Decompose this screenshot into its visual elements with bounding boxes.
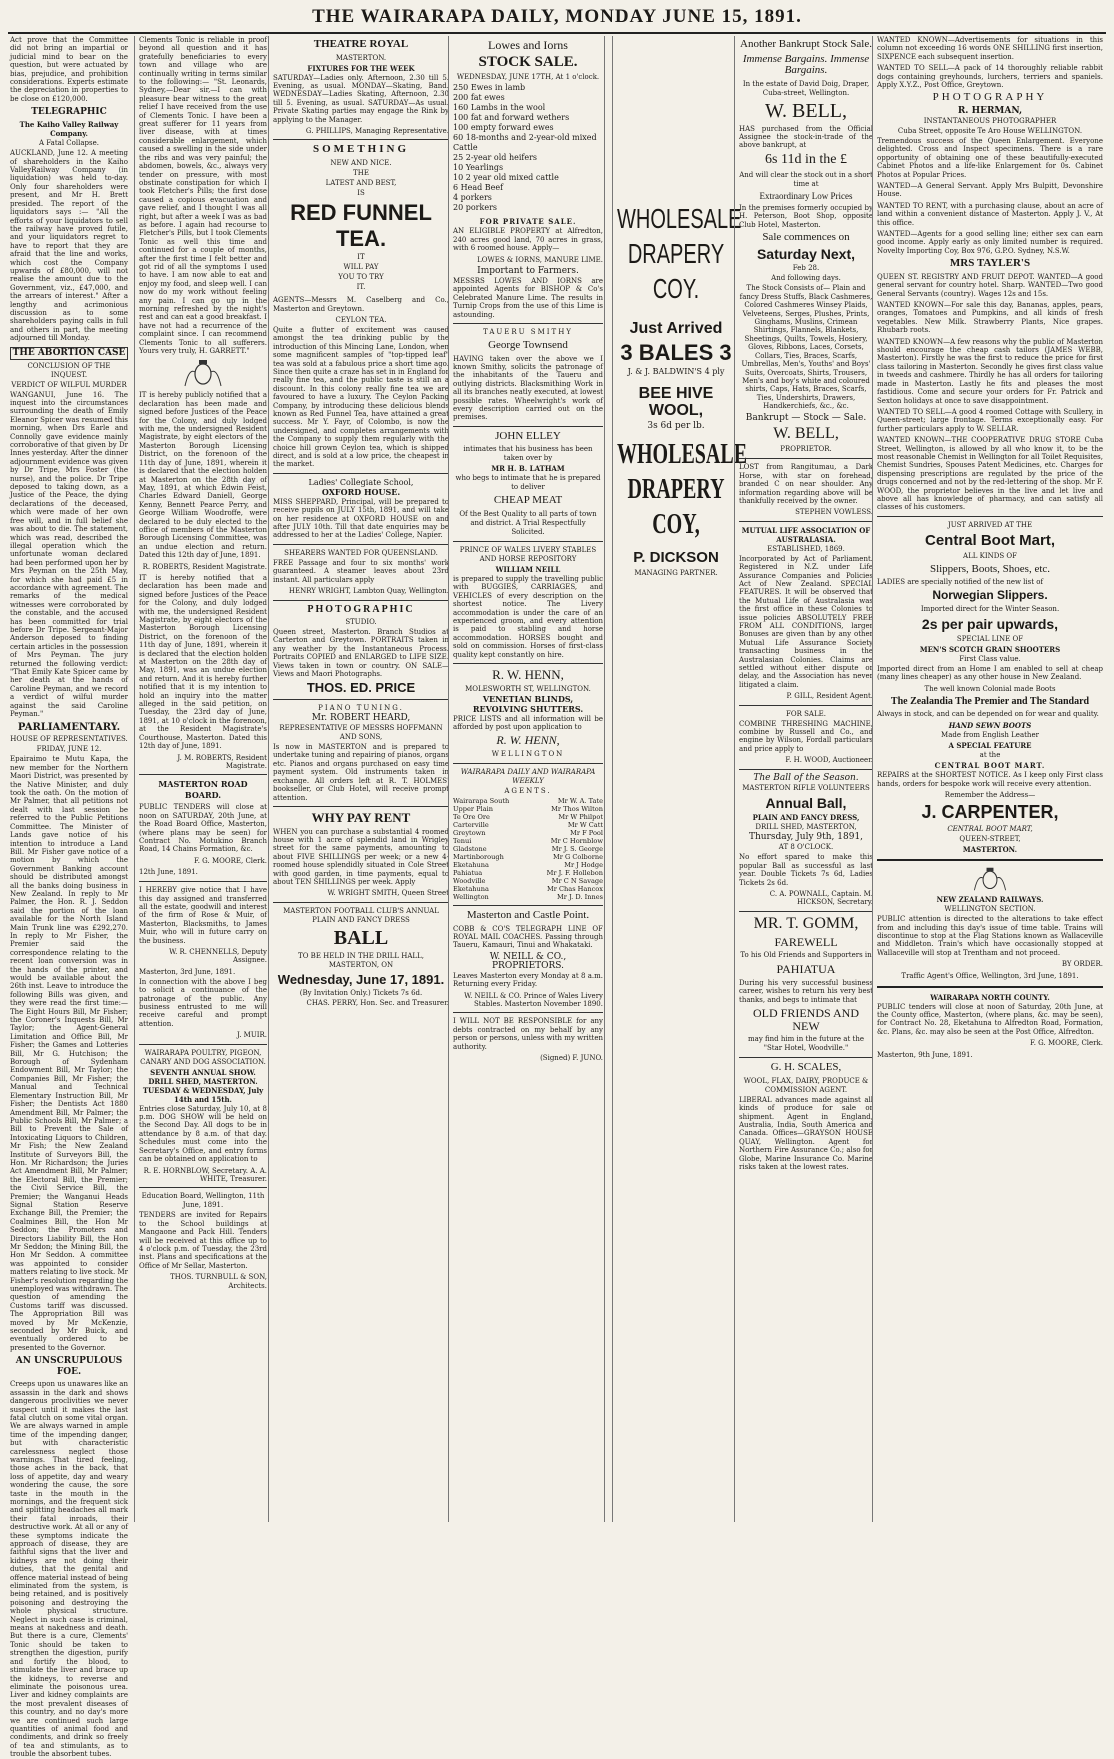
- classified-text: WANTED—Agents for a good selling line; either sex can earn good income. Apply early as only limited number is required. Novelty Importing Coy, Box 976, G.P.O. Sydney, N.S.W.: [877, 230, 1103, 255]
- subheading-bankrupt: Bankrupt — Stock — Sale.: [745, 412, 867, 423]
- ad-line: ESTABLISHED, 1869.: [767, 544, 845, 553]
- ad-line: WEDNESDAY, JUNE 17TH, At 1 o'clock.: [456, 73, 600, 82]
- subheading-latham: MR H. B. LATHAM: [491, 464, 565, 474]
- ad-line: IT.: [356, 283, 366, 292]
- stock-item: 60 18-months and 2-year-old mixed Cattle: [453, 133, 597, 153]
- subheading-fatal: A Fatal Collapse.: [39, 139, 99, 148]
- subheading-neill: WILLIAM NEILL: [495, 564, 561, 574]
- stock-item: 100 fat and forward wethers: [453, 113, 570, 123]
- heading-george: George Townsend: [488, 339, 568, 351]
- ad-line: YOU TO TRY: [338, 273, 384, 282]
- ad-line: Traffic Agent's Office, Wellington, 3rd June, 1891.: [901, 971, 1079, 980]
- ad-line: SPECIAL LINE OF: [956, 634, 1024, 643]
- date-line: Masterton, 9th June, 1891.: [877, 1050, 973, 1059]
- classified-text: LADIES are specially notified of the new list of: [877, 578, 1044, 587]
- agent-row: Martinborough Mr G Colborne: [453, 853, 603, 861]
- signature: F. H. WOOD, Auctioneer.: [785, 756, 873, 765]
- ad-text: LIBERAL advances made against all kinds of produce for sale or shipment. Agent in England, Australia, India, South America and Canada. Offices—GRAYSON HOUSE QUAY, Wellington. Agent for Northern Fire Assurance Co.; also for Globe, Marine Insurance Co. Marine risks taken at the lowest rates.: [739, 1095, 873, 1172]
- subheading-volunteers: MASTERTON RIFLE VOLUNTEERS: [742, 783, 870, 792]
- signature: CHAS. PERRY, Hon. Sec. and Treasurer.: [306, 999, 449, 1008]
- notice-text: IT is hereby publicly notified that a declaration has been made and signed before Justices of the Peace for the Colony, and duly lodged with me, the undersigned Resident Magistrate, by eight electors of the Masterton Borough Licensing District, on the forenoon of the 11th day of June, 1891, wherein it is declared that the election holden at Masterton on the 28th day of May, 1891, at which Edwin Feist, Charles Edward Daniell, George Kenny, Bennett Pearce Perry, and George William Woodroffe, were declared to be duly elected to the office of members of the Masterton Borough Licensing Committee, was an undue election and return. Dated this 12th day of June, 1891.: [139, 391, 267, 560]
- subheading-heard: Mr. ROBERT HEARD,: [311, 713, 411, 724]
- ad-line: intimates that his business has been taken over by: [463, 445, 593, 463]
- article-text: Epairaimo te Mutu Kapa, the new member for the Northern Maori District, was presented by the Native Minister, and duly took the oath. On the motion of Mr Palmer, that all petitions not dealt with last session be referred to the Public Petitions Committee. The Minister of Lands gave notice of his intention to introduce a Land Bill. Mr Fisher gave notice of a motion by which the Government Banking account should be distributed amongst all the banks doing business in New Zealand. In reply to Mr Palmer, the Hon. R. J. Seddon said the portion of the loan available for the North Island Main Trunk line was £292,270. In reply to Mr Fisher, the Premier said the correspondence relating to the recent loan conversion was in the hands of the printer, and would be available about the 26th inst. Leave to introduce the following Bills was given, and they were read the first time:—The Eight Hours Bill, Mr Fisher; the Coroner's Inquests Bill, Mr Taylor; the Agent-General Limitation and Office Bill, Mr Fisher; the Games and Lotteries Bill, Mr G. Hutchison; the Borough of Sydenham Endowment Bill, Mr Taylor; the Companies Bill, Mr Fisher; the Manual and Technical Elementary Instruction Bill, Mr Fisher; the Dentists Act 1880 Amendment Bill, Mr Palmer; the Public Schools Bill, Mr Palmer; a Bill to Prevent the Sale of Intoxicating Liquors to Children, Mr Fish; the New Zealand Institute of Surveyors Bill, the Hon. Mr Richardson; the Juries Act Amendment Bill, Mr Palmer; the Electoral Bill, the Premier; the Civil Service Bill, the Premier; the Wanganui Heads Signal Station Reserve Exchange Bill, the Premier; the Coalmines Bill, the Hon Mr Seddon; the Promoters and Directors Liability Bill, the Hon Mr Seddon; the Mining Bill, the Hon Mr Seddon. A committee was appointed to consider matters relating to live stock. Mr Fisher's resolution regarding the unemployed was withdrawn. The question of amending the Customs tariff was discussed. The Appropriation Bill was moved by Mr McKenzie, seconded by Mr Buick, and eventually ordered to be presented to the Governor.: [10, 755, 128, 1352]
- agent-row: Pahiatua Mr J. F. Hollebon: [453, 869, 603, 877]
- stock-item: 6 Head Beef: [453, 183, 504, 193]
- heading-zealandia: The Zealandia The Premier and The Standard: [890, 695, 1090, 707]
- ad-line: (By Invitation Only.) Tickets 7s 6d.: [299, 989, 423, 998]
- heading-beehive: BEE HIVE WOOL,: [638, 384, 714, 419]
- ad-line: Of the Best Quality to all parts of town and district. A Trial Respectfully Solicited.: [459, 509, 597, 536]
- subheading-private: FOR PRIVATE SALE.: [479, 217, 577, 227]
- classified-text: WANTED KNOWN—For sale this day, Bananas, apples, pears, oranges, Tomatoes and Pumpkins, and all kinds of fresh vegetables. New Milk. Strawberry Plants, Nice grapes. Rhubarb roots.: [877, 301, 1103, 335]
- subheading-inquest: CONCLUSION OF THE INQUEST.: [27, 361, 111, 379]
- column-3: [268, 36, 453, 1522]
- signature: W. R. CHENNELLS, Deputy Assignee.: [169, 948, 267, 965]
- classified-text: WANTED KNOWN—THE COOPERATIVE DRUG STORE Cuba Street, Wellington, is allowed by all who know it, to be the most reasonable Chemist in Wellington for all Toilet Requisites, Chemist Sundries, Spouses Patent Medicines, etc. Charges for dispensing prescriptions are regulated by the price of the drugs concerned and not by the red-lettering of the shop. Mr F. WOOD, the proprietor believes in the live and let live and above all has knowledge of pharmacy, and can satisfy all classes of his customers.: [877, 436, 1103, 512]
- ad-line: MASTERTON.: [962, 845, 1018, 855]
- subheading-show2: SEVENTH ANNUAL SHOW. DRILL SHED, MASTERTON. TUESDAY & WEDNESDAY, July 14th and 15th.: [142, 1067, 264, 1104]
- heading-drapery2: DRAPERY: [627, 474, 725, 506]
- agent-row: Tenui Mr C Hornblow: [453, 837, 603, 845]
- heading-theatre: THEATRE ROYAL: [313, 38, 409, 50]
- classified-text: WANTED KNOWN—A few reasons why the public of Masterton should encourage the cheap cash tailors (JAMES WEBB, Masterton). Firstly he was the first to reduce the price for first class tailoring in Masterton. Secondly he gives first class value in tweeds and cashmere. Thirdly he has all orders for tailoring made in Masterton. Lastly he fits and pleases the most fastidious. Come and secure your orders for Fr. Patrick and Sexton holidays at once to save disappointment.: [877, 337, 1103, 405]
- subheading-nzr: NEW ZEALAND RAILWAYS.: [936, 895, 1044, 905]
- subheading-wneill: W. NEILL & CO., PROPRIETORS.: [489, 951, 567, 971]
- heading-old-friends: OLD FRIENDS AND NEW: [752, 1006, 859, 1033]
- royal-coat-of-arms-icon: [180, 358, 226, 388]
- ad-line: may find him in the future at the "Star Hotel, Woodville.": [748, 1035, 864, 1053]
- column-1: [10, 36, 132, 1759]
- stock-item: 10 Yearlings: [453, 163, 504, 173]
- heading-rent: WHY PAY RENT: [311, 809, 411, 825]
- signature: BY ORDER.: [1061, 960, 1103, 969]
- signature: J. M. ROBERTS, Resident Magistrate.: [177, 753, 267, 770]
- ad-line: J. & J. BALDWIN'S 4 ply: [627, 366, 725, 376]
- heading-abortion: THE ABORTION CASE: [10, 347, 128, 360]
- signature: THOS. TURNBULL & SON, Architects.: [170, 1273, 267, 1290]
- heading-red-funnel: RED FUNNEL: [290, 199, 432, 225]
- heading-farewell: FAREWELL: [774, 934, 838, 949]
- heading-saturday: Saturday Next,: [756, 245, 856, 262]
- ad-line: THE: [353, 168, 369, 177]
- ad-line: MANAGING PARTNER.: [634, 569, 718, 578]
- ad-text: PRICE LISTS and all information will be afforded by post upon application to: [453, 714, 603, 731]
- stock-item: 100 empty forward ewes: [453, 123, 554, 133]
- classified-text: PUBLIC attention is directed to the alterations to take effect from and including this day's issue of time table. Trains will discontinue to stop at the Flag Stations known as Wallaceville and Middleton. Train's which have occasionally stopped at Wallaceville will stop at Trentham and not proceed.: [877, 915, 1103, 957]
- ad-line: Feb 28.: [792, 264, 820, 273]
- subheading-north: WAIRARAPA NORTH COUNTY.: [930, 992, 1050, 1002]
- subheading-football: MASTERTON FOOTBALL CLUB'S ANNUAL PLAIN AND FANCY DRESS: [283, 906, 439, 924]
- subheading-cbm: CENTRAL BOOT MART.: [934, 761, 1046, 771]
- classified-text: QUEEN ST. REGISTRY AND FRUIT DEPOT. WANTED—A good general servant for country hotel. Sharp. WANTED—Two good General Servants (country). Wages 12s and 15s.: [877, 272, 1103, 298]
- classified-text: WANTED KNOWN—Advertisements for situations in this column not exceeding 16 words ONE SHILLING first insertion, SIXPENCE each subsequent insertion.: [877, 36, 1103, 61]
- ad-line: WELLINGTON: [491, 750, 565, 758]
- subheading-house: HOUSE OF REPRESENTATIVES.: [10, 735, 128, 744]
- ad-line: QUEEN-STREET,: [959, 835, 1021, 844]
- heading-elley: JOHN ELLEY: [495, 429, 561, 442]
- stock-item: 4 porkers: [453, 193, 492, 203]
- subheading-revolving: REVOLVING SHUTTERS.: [472, 703, 584, 714]
- stock-item: 250 Ewes in lamb: [453, 83, 526, 93]
- article-text: WANGANUI, June 16. The inquest into the circumstances surrounding the death of Emily Eleanor Spicer was resumed this morning, when Drs Earle and Connolly gave evidence mainly corroborative of that given by Dr Innes yesterday. After the dinner adjournment evidence was given by Dr Tripe, Mrs Foster (the nurse), and the police. Dr Tripe deposed to taking down, as a Justice of the Peace, the dying declarations of the deceased, which were made of her own free will, and in full belief she was about to die. The statement, which was read, described the illegal operation which the unfortunate woman declared had been performed upon her by Mrs Peyman on the 25th May, for which she had paid £5 in accordance with agreement. The remarks of the medical witnesses were corroborated by the constable, and the accused has been committed for trial before Dr Tripe. Sergeant-Major Anderson deposed to finding certain articles in the possession of Mrs Peyman. The jury returned the following verdict: "That Emily Kate Spicer came by her death at the hands of Caroline Peyman, and we record a verdict of wilful murder against the said Caroline Peyman.": [10, 390, 128, 719]
- stock-item: 160 Lambs in the wool: [453, 103, 546, 113]
- ad-text: HAS purchased from the Official Assignee the stock-in-trade of the above bankrupt, at: [739, 124, 873, 150]
- stock-item: 200 fat ewes: [453, 93, 505, 103]
- ad-line: MOLESWORTH ST, WELLINGTON.: [465, 684, 591, 693]
- heading-another: Another Bankrupt Stock Sale.: [740, 38, 872, 50]
- heading-coy: COY.: [652, 274, 700, 306]
- subheading-rep: REPRESENTATIVE OF MESSRS HOFFMANN AND SONS,: [279, 724, 443, 742]
- ad-text: COMBINE THRESHING MACHINE, combine by Russell and Co., and engine by Wilson, Fordall particulars and price apply to: [739, 719, 873, 753]
- subheading-verdict: VERDICT OF WILFUL MURDER: [11, 380, 127, 389]
- subheading-ball-season: The Ball of the Season.: [753, 772, 859, 783]
- subheading-herman: R. HERMAN,: [957, 105, 1023, 116]
- ad-line: First Class value.: [959, 654, 1021, 663]
- signature: F. G. MOORE, Clerk.: [193, 856, 267, 865]
- classified-text: Always in stock, and can be depended on for wear and quality.: [877, 710, 1099, 719]
- ad-line: And will clear the stock out in a short time at: [739, 170, 873, 188]
- stock-item: 10 2 year old mixed cattle: [453, 173, 559, 183]
- ad-line: To his Old Friends and Supporters in: [740, 951, 872, 960]
- ad-line: LATEST AND BEST,: [325, 178, 397, 187]
- classified-text: WANTED TO SELL—A good 4 roomed Cottage with Scullery, in Queen-street; large frontage. Terms exceptionally easy. For further particulars apply to W. SELLAR.: [877, 407, 1103, 433]
- subheading-daily: WAIRARAPA DAILY AND WAIRARAPA WEEKLY: [460, 768, 596, 785]
- heading-taylers: MRS TAYLER'S: [949, 257, 1031, 270]
- ad-text: Is now in MASTERTON and is prepared to undertake tuning and repairing of pianos, organs etc. Pianos and organs purchased on easy time payment system. Old instruments taken in exchange. All orders left at R. T. HOLMES' bookseller, or Club Hotel, will receive prompt attention.: [273, 743, 449, 802]
- signature: C. A. POWNALL, Captain. M. HICKSON, Secretary.: [769, 890, 873, 907]
- ad-text: I WILL NOT BE RESPONSIBLE for any debts contracted on my behalf by any person or persons, unless with my written authority.: [453, 1017, 603, 1051]
- subheading-studio: STUDIO.: [345, 618, 377, 626]
- ad-line: PROPRIETOR.: [780, 445, 832, 454]
- ad-text: MISS SHEPPARD, Principal, will be prepared to receive pupils on JULY 15th, 1891, and will take on her residence at OXFORD HOUSE on and after JULY 10th. Till that date enquiries may be addressed to her at the Ladies' College, Napier.: [273, 497, 449, 540]
- ad-line: at the: [979, 751, 1001, 760]
- subheading-college: Ladies' Collegiate School,: [308, 477, 414, 487]
- notice-text: SATURDAY—Ladies only. Afternoon, 2.30 till 5. Evening, as usual. MONDAY—Skating, Band. WEDNESDAY—Ladies Skating, Afternoon, 2.30 till 5. Evening, as usual. SATURDAY—As usual. Private Skating parties may engage the Rink by applying to the Manager.: [273, 73, 449, 124]
- signature: (Signed) F. JUNO.: [540, 1054, 603, 1063]
- signature: W. NEILL & CO. Prince of Wales Livery Stables. Masterton November 1890.: [464, 991, 603, 1008]
- heading-wholesale: WHOLESALE: [617, 204, 742, 236]
- ad-line: WILL PAY: [343, 263, 379, 272]
- subheading-prince: PRINCE OF WALES LIVERY STABLES AND HORSE REPOSITORY: [459, 545, 597, 563]
- classified-text: Imported direct from an Home I am enabled to sell at cheap (many lines cheaper) as any other house in New Zealand.: [877, 664, 1103, 682]
- heading-immense: Immense Bargains. Immense Bargains.: [742, 52, 870, 77]
- subheading-friday: FRIDAY, JUNE 12.: [36, 745, 102, 754]
- notice-text: PUBLIC TENDERS will close at noon on SATURDAY, 20th June, at the Road Board Office, Masterton, (where plans may be seen) for Contract No. Motukino Branch Road, 14 Chains Formation, &c.: [139, 803, 267, 854]
- heading-commences: Sale commences on: [762, 231, 850, 244]
- ad-line: TO BE HELD IN THE DRILL HALL, MASTERTON, ON: [298, 951, 424, 969]
- ad-line: 3s 6d per lb.: [647, 421, 705, 432]
- classified-text: Tremendous success of the Queen Enlargement. Everyone delighted. Cross and Inspect specimens. There is a rare opportunity of obtaining one of these beautifully-executed Cabinet Photos and a life-like Enlargement for 0s. Cabinet Photos at Popular Prices.: [877, 136, 1103, 179]
- date-line: Masterton, 3rd June, 1891.: [139, 967, 236, 976]
- heading-cheap-meat: CHEAP MEAT: [493, 494, 563, 507]
- subheading-farmers: Important to Farmers.: [477, 265, 579, 276]
- subheading: MASTERTON.: [335, 53, 387, 62]
- heading-telegraphic: TELEGRAPHIC: [31, 107, 107, 118]
- classified-text: WANTED TO SELL—A pack of 14 thoroughly reliable rabbit dogs containing greyhounds, lurchers, terriers and spaniels. Apply X.Y.Z., Post Office, Greytown.: [877, 64, 1103, 90]
- ad-text: HAVING taken over the above we I known Smithy, solicits the patronage of the inhabitants of the Taueru and outlying districts. Blacksmithing Work in all its branches neatly executed, at lowest possible rates. Wheelwright's work of every description carried out on the premises.: [453, 354, 603, 422]
- column-6: [734, 36, 877, 1522]
- column-5: [612, 36, 748, 1522]
- ad-line: And following days.: [771, 274, 841, 283]
- notice-text: LOST from Rangitumau, a Dark Horse, with star on forehead, branded C on near shoulder. Any information regarding above will be thankfully received by the owner.: [739, 463, 873, 505]
- heading-low-prices: Extraordinary Low Prices: [759, 190, 853, 201]
- ad-line: DRILL SHED, MASTERTON,: [755, 823, 857, 832]
- heading-bales: 3 BALES 3: [620, 339, 732, 365]
- heading-scales: G. H. SCALES,: [770, 1061, 842, 1074]
- heading-gomm: MR. T. GOMM,: [753, 914, 859, 932]
- subheading-agents: AGENTS.: [504, 787, 552, 795]
- date-line: 12th June, 1891.: [139, 868, 198, 877]
- agent-row: Gladstone Mr J. S. George: [453, 845, 603, 853]
- agents-list: [453, 797, 603, 901]
- heading-coy2: COY,: [652, 509, 700, 541]
- heading-price: 6s 11d in the £: [765, 151, 847, 167]
- subheading-blinds: VENETIAN BLINDS,: [482, 693, 574, 704]
- notice-text: I HEREBY give notice that I have this day assigned and transferred all the estate, goodwill and interest of the firm of Rose & Muir, of Masterton, Blacksmiths, to James Muir, who will in future carry on the business.: [139, 886, 267, 945]
- signature: STEPHEN VOWLESS.: [795, 508, 873, 517]
- agent-row: Woodville Mr C N Savage: [453, 877, 603, 885]
- signature: J. MUIR.: [236, 1031, 267, 1040]
- article-text: Act prove that the Committee did not bring an impartial or judicial mind to bear on the question, but were actuated by bias, prejudice, and prohibition considerations. Experts estimate the depreciation in properties to be close on £120,000.: [10, 36, 128, 103]
- subheading-tauteru: TAUERU SMITHY: [483, 328, 573, 336]
- ad-text: WHEN you can purchase a substantial 4 roomed house with 1 acre of splendid land in Wrigley street for the same payments, amounting to about FIVE SHILLINGS per week; or a new 4-roomed house splendidly situated in Cole Street with good garden, in time payments, equal to about TEN SHILLINGS per week. Apply: [273, 827, 449, 886]
- subheading-ceylon: CEYLON TEA.: [335, 315, 387, 324]
- column-4a: [448, 36, 607, 1522]
- agent-row: Carterville Mr W Catt: [453, 821, 603, 829]
- ad-line: IS: [357, 188, 365, 197]
- ad-line: In the estate of David Doig, Draper, Cuba-street, Wellington.: [742, 79, 870, 97]
- ad-line: IT: [357, 253, 365, 262]
- masthead: [8, 2, 1106, 34]
- heading-norwegian: Norwegian Slippers.: [932, 588, 1048, 603]
- column-7: [872, 36, 1107, 1522]
- heading-carpenter: J. CARPENTER,: [921, 802, 1059, 823]
- classified-text: PUBLIC tenders will close at noon of Saturday, 20th June, at the County office, Masterton, (where plans, &c. may be seen), for Contract No. 28, Eketahuna to Alfredton Road, Formation, &c. Plans, &c. may also be seen at the Post Office, Alfredton.: [877, 1002, 1103, 1036]
- heading-pahiatua: PAHIATUA: [776, 962, 836, 977]
- ad-text: The Stock Consists of— Plain and fancy Dress Stuffs, Black Cashmeres, Colored Cashmeres Winsey Plaids, Velveteens, Serges, Plushes, Prints, Ginghams, Muslins, Crimean Shirtings, Flannels, Blankets, Sheetings, Quilts, Towels, Hosiery, Gloves, Ribbons, Laces, Corsets, Collars, Ties, Braces, Scarfs, Umbrellas, Men's, Youths' and Boys' Suits, Overcoats, Shirts, Trousers, Men's and boy's white and coloured shirts, Caps, Hats, Braces, Scarfs, Ties, Undershirts, Drawers, Handkerchiefs, &c., &c.: [739, 284, 873, 411]
- signature: R. ROBERTS, Resident Magistrate.: [142, 562, 267, 571]
- ad-line: ALL KINDS OF: [963, 551, 1017, 560]
- heading-stock-sale: STOCK SALE.: [478, 53, 578, 70]
- heading-slippers: Slippers, Boots, Shoes, etc.: [929, 562, 1051, 575]
- agent-row: Eketahuna Mr J Hodge: [453, 861, 603, 869]
- heading-henn2: R. W. HENN,: [496, 733, 560, 748]
- classified-text: WANTED TO RENT, with a purchasing clause, about an acre of land within a convenient distance of Masterton. Apply J. V., At this office.: [877, 201, 1103, 227]
- subheading-thursday: Thursday, July 9th, 1891,: [748, 832, 864, 843]
- subheading-shearers: SHEARERS WANTED FOR QUEENSLAND.: [284, 548, 438, 557]
- ad-text: Queen street, Masterton. Branch Studios at Carterton and Greytown. PORTRAITS taken in any weather by the Instantaneous Process. Portraits COPIED and ENLARGED to LIFE SIZE. Views taken in town or country. ON SALE—Views and Maori Photographs.: [273, 628, 449, 679]
- subheading-wellsec: WELLINGTON SECTION.: [944, 905, 1036, 914]
- heading-ball-date: Wednesday, June 17, 1891.: [277, 971, 445, 987]
- ad-text: In the premises formerly occupied by H. Peterson, Boot Shop, opposite Club Hotel, Masterton.: [739, 203, 873, 229]
- heading-bell: W. BELL,: [764, 99, 848, 122]
- heading-lowes: Lowes and Iorns: [488, 38, 568, 52]
- ad-text: Incorporated by Act of Parliament. Registered in N.Z. under Life Assurance Companies and Policies Act of New Zealand. SPECIAL FEATURES. It will be observed that the Mutual Life of Australasia was the first office in these Colonies to issue policies ABSOLUTELY FREE FROM ALL CONDITIONS, larger Bonuses are given than by any other Mutual Life Assurance Society transacting business in the Australasian Colonies. Claims are settled without either dispute or delay, and the Association has never litigated a claim.: [739, 554, 873, 689]
- ad-line: Imported direct for the Winter Season.: [920, 605, 1060, 614]
- subheading-mens: MEN'S SCOTCH GRAIN SHOOTERS: [919, 644, 1061, 654]
- article-text: Clements Tonic is reliable in proof beyond all question and it has gratefully beneficiaries to every town and village who are continually writing in terms similar to the following:— "St. Leonards, Sydney,—Dear sir,—I can with pleasure bear witness to the great relief I have received from the use of Clements Tonic. I have been a great sufferer for 11 years from liver disease, with at times considerable enlargement, which caused a swelling in the side under the ribs and was very painful; the abdomen, bowels, &c., always very tender on pressure, with most obstinate constipation for which I took Fletcher's Pills; the first dose caused a copious evacuation and gave relief, and I thought I was all right, but after a week I was as bad as before. I again had recourse to Fletcher's Pills, but I took Clements Tonic as well this time and continued for a couple of months, after the first time I felt better and got rid of all the symptoms I used to have. I am now able to eat and enjoy my food, and sleep well. I can now do my work without feeling any pain. I can go up in the morning refreshed by the night's rest and can eat a good breakfast. I have not had a recurrence of the complaint since. I can recommend Clements Tonic to all sufferers. Yours very truly, H. GARRETT.": [139, 36, 267, 356]
- signature: G. PHILLIPS, Managing Representative.: [305, 126, 449, 135]
- column-4b: [604, 36, 605, 1522]
- heading-foe: AN UNSCRUPULOUS FOE.: [15, 1356, 123, 1378]
- stock-list: [453, 83, 603, 213]
- ad-line: Remember the Address—: [944, 791, 1036, 800]
- signature: LOWES & IORNS, MANURE LIME.: [477, 255, 603, 264]
- agent-row: Eketahuna Mr Chas Hancox: [453, 885, 603, 893]
- subheading-special: A SPECIAL FEATURE: [948, 741, 1032, 751]
- agent-row: Wairarapa South Mr W. A. Tate: [453, 797, 603, 805]
- heading-photographic: PHOTOGRAPHIC: [307, 603, 415, 615]
- signature: HENRY WRIGHT, Lambton Quay, Wellington.: [288, 587, 449, 596]
- heading-just-arrived: Just Arrived: [629, 320, 723, 337]
- ad-line: who begs to intimate that he is prepared to deliver: [455, 474, 601, 492]
- article-text: Creeps upon us unawares like an assassin in the dark and shows dangerous proclivities we never suspect until it makes the last fatal clutch on some vital organ. We are always warned in ample time of the impending danger, but with characteristic carelessness neglect those warnings. That tired feeling, those aches in the back, that loss of appetite, day and weary wondering the cause, the sore taste in the mouth in the mornings, and the frequent sick and splitting headaches all mark their fatal inroads, their destructive work. At all or any of these symptoms indicate the approach of disease, they are faithful signs that the liver and kidneys are not doing their duties, that the genital and offence material instead of being eliminated from the system, is being retained, and is positively poisoning and destroying the whole physical structure. Neglect in such case is criminal, means at nakedness and death. But there is a cure, Clements' Tonic should be taken to strengthen the digestion, purify and fortify the blood, to stimulate the liver and brace up the kidneys, to reverse and eliminate the poisonous urea. Liver and kidney complaints are the most prevalent diseases of this country, and no day's more we are continued such large quantities of animal food and condiments, and drink so freely of tea and stimulants, as to trouble the absorbent tubes.: [10, 1380, 128, 1759]
- signature: W. WRIGHT SMITH, Queen Street: [327, 889, 449, 898]
- ad-line: NEW AND NICE.: [330, 158, 392, 167]
- heading-something: SOMETHING: [312, 143, 410, 156]
- agent-row: Te Ore Ore Mr W Philpot: [453, 813, 603, 821]
- notice-text: IT is hereby notified that a declaration has been made and signed before Justices of the Peace for the Colony, and duly lodged with me, the undersigned Resident Magistrate, by eight electors of the Masterton Borough Licensing District, on the forenoon of the 11th day of June, 1891, wherein it is declared that the election holden at Masterton on the 28th day of May, 1891, was an undue election and return. And it is hereby further notified that it is my intention to hold an inquiry into the matter alleged in the said petition, on Tuesday, the 23rd day of June, 1891, at 10 o'clock in the forenoon, at the Resident Magistrate's Courthouse, Masterton. Dated this 12th day of June, 1891.: [139, 573, 267, 751]
- stock-item: 25 2-year old heifers: [453, 153, 538, 163]
- agent-row: Wellington Mr J. D. Innes: [453, 893, 603, 901]
- ad-text: is prepared to supply the travelling public with BUGGIES, CARRIAGES, and VEHICLES of every description on the shortest notice. The Livery accommodation is under the care of an experienced groom, and every attention is paid to stabling and horse accommodation. HORSES bought and sold on commission. Horses of first-class quality kept constantly on hire.: [453, 574, 603, 659]
- ad-line: The well known Colonial made Boots: [924, 684, 1056, 693]
- ad-text: Leaves Masterton every Monday at 8 a.m. Returning every Friday.: [453, 971, 603, 989]
- ad-text: MESSRS LOWES AND IORNS are appointed Agents for BISHOP & Co's Celebrated Manure Lime. The results in Turnip Crops from the use of this Lime is astounding.: [453, 276, 603, 319]
- ad-text: No effort spared to make this popular Ball as successful as last year. Double Tickets 7s 6d, Ladies Tickets 2s 6d.: [739, 853, 873, 887]
- heading-parliamentary: PARLIAMENTARY.: [17, 722, 121, 734]
- ad-line: JUST ARRIVED AT THE: [947, 520, 1033, 529]
- subheading-for-sale: FOR SALE.: [786, 709, 826, 718]
- subheading-sewn: HAND SEWN BOOTS: [948, 721, 1032, 731]
- subheading-oxford: OXFORD HOUSE.: [321, 486, 401, 497]
- heading-ball: BALL: [333, 926, 389, 949]
- agent-row: Upper Plain Mr Thos Wilton: [453, 805, 603, 813]
- ad-text: COBB & CO'S TELEGRAPH LINE OF ROYAL MAIL COACHES. Passing through Taueru, Kamauri, Tinui and Whakataki.: [453, 924, 603, 950]
- subheading-education: Education Board, Wellington, 11th June, 1891.: [141, 1192, 265, 1210]
- subheading-piano: PIANO TUNING.: [318, 704, 404, 713]
- heading-2s: 2s per pair upwards,: [921, 616, 1059, 633]
- subheading-plain: PLAIN AND FANCY DRESS,: [752, 813, 860, 823]
- ad-text: AGENTS—Messrs M. Caselberg and Co., Masterton and Greytown.: [273, 296, 449, 313]
- heading-tea: TEA.: [335, 226, 387, 252]
- heading-drapery: DRAPERY: [627, 239, 725, 271]
- agent-row: Greytown Mr F Pool: [453, 829, 603, 837]
- royal-coat-of-arms-icon: [970, 866, 1010, 892]
- stock-item: 20 porkers: [453, 203, 497, 213]
- ad-line: Cuba Street, opposite Te Aro House WELLINGTON.: [897, 126, 1083, 135]
- classified-text: WANTED—A General Servant. Apply Mrs Bulpitt, Devonshire House.: [877, 182, 1103, 199]
- classified-text: REPAIRS at the SHORTEST NOTICE. As I keep only First class hands, orders for bespoke work will receive every attention.: [877, 771, 1103, 788]
- heading-bell2: W. BELL,: [773, 424, 839, 442]
- signature: R. E. HORNBLOW, Secretary. A. A. WHITE, Treasurer.: [143, 1166, 267, 1183]
- signature: F. G. MOORE, Clerk.: [1029, 1039, 1103, 1048]
- subheading-mutual: MUTUAL LIFE ASSOCIATION OF AUSTRALASIA.: [741, 525, 871, 544]
- article-text: Quite a flutter of excitement was caused amongst the tea drinking public by the introduction of this Mincing Lane, London, when some magnificent samples of "top-tipped leaf" tea was sold at a fabulous price a short time ago. Since then quite a craze has set in in England for really fine tea, and the public taste is still an a discount. In this colony really fine tea we are favoured to have a luxury. The Ceylon Packing Company, by introducing these delicious blends known as Red Funnel Tea, have attained a great success. Mr Y. Fayr, of Colombo, is now the undersigned, and completes arrangements with the Company to supply them regularly with the choice hill grown Ceylon tea, which is shipped direct, and is sold at a low price, the cheapest in the market.: [273, 325, 449, 469]
- notice-text: TENDERS are invited for Repairs to the School buildings at Mangaone and Pack Hill. Tenders will be received at this office up to 4 o'clock p.m. of Tuesday, the 23rd inst. Plans and specifications at the Office of Mr Sellar, Masterton.: [139, 1211, 267, 1270]
- heading-price: THOS. ED. PRICE: [306, 680, 416, 696]
- masthead-title: THE WAIRARAPA DAILY, MONDAY JUNE 15, 1891.: [312, 6, 802, 27]
- article-text: AUCKLAND, June 12. A meeting of shareholders in the Kaiho ValleyRailway Company (in liquidation) was held to-day. Only four shareholders were present, and Mr H. Brett presided. The report of the liquidators says :— "All the efforts of your liquidators to sell the railway have proved futile, and your liquidators regret to have to report that they are afraid that the line and works, which cost the Company upwards of £80,000, will not realise the amount due to the Government, viz., £47,000, and the arrears of interest." After a lengthy and acrimonious discussion as to some shareholders paying calls in full and others in part, the meeting adjourned till Monday.: [10, 149, 128, 343]
- ad-text: AN ELIGIBLE PROPERTY at Alfredton, 240 acres good land, 70 acres in grass, with 6 roomed house. Apply—: [453, 227, 603, 253]
- heading-henn: R. W. HENN,: [492, 666, 564, 682]
- ad-text: FREE Passage and four to six months' work guaranteed. A steamer leaves about 23rd instant. All particulars apply: [273, 558, 449, 584]
- heading-road-board: MASTERTON ROAD BOARD.: [158, 779, 248, 801]
- ad-line: CENTRAL BOOT MART,: [947, 825, 1033, 834]
- heading-wholesale2: WHOLESALE: [617, 439, 748, 471]
- heading-coach: Masterton and Castle Point.: [466, 909, 590, 921]
- signature: P. GILL, Resident Agent.: [786, 692, 873, 701]
- notice-text: Entries close Saturday, July 10, at 8 p.m. DOG SHOW will be held on the Second Day. All dogs to be in attendance by 8 a.m. of that day. Schedules must come into the Secretary's Office, and entry forms can be obtained on application to: [139, 1104, 267, 1164]
- subheading-railway: The Kaiho Valley Railway Company.: [19, 120, 119, 139]
- ad-line: WOOL, FLAX, DAIRY, PRODUCE & COMMISSION AGENT.: [743, 1076, 869, 1094]
- ad-line: INSTANTANEOUS PHOTOGRAPHER: [923, 116, 1057, 125]
- heading-central: Central Boot Mart,: [924, 531, 1055, 549]
- heading-dickson: P. DICKSON: [633, 549, 719, 567]
- subheading: FIXTURES FOR THE WEEK: [307, 63, 415, 73]
- ad-line: Made from English Leather: [941, 731, 1039, 740]
- ad-line: AT 8 O'CLOCK.: [778, 843, 834, 852]
- heading-annual-ball: Annual Ball,: [765, 794, 847, 811]
- ad-text: During his very successful business career, wishes to return his very best thanks, and begs to intimate that: [739, 978, 873, 1004]
- column-2: [134, 36, 271, 1522]
- heading-photography: PHOTOGRAPHY: [932, 91, 1048, 104]
- notice-text: In connection with the above I beg to solicit a continuance of the patronage of the public. Any business entrusted to me will receive careful and prompt attention.: [139, 977, 267, 1028]
- subheading-show: WAIRARAPA POULTRY, PIGEON, CANARY AND DOG ASSOCIATION.: [140, 1048, 266, 1066]
